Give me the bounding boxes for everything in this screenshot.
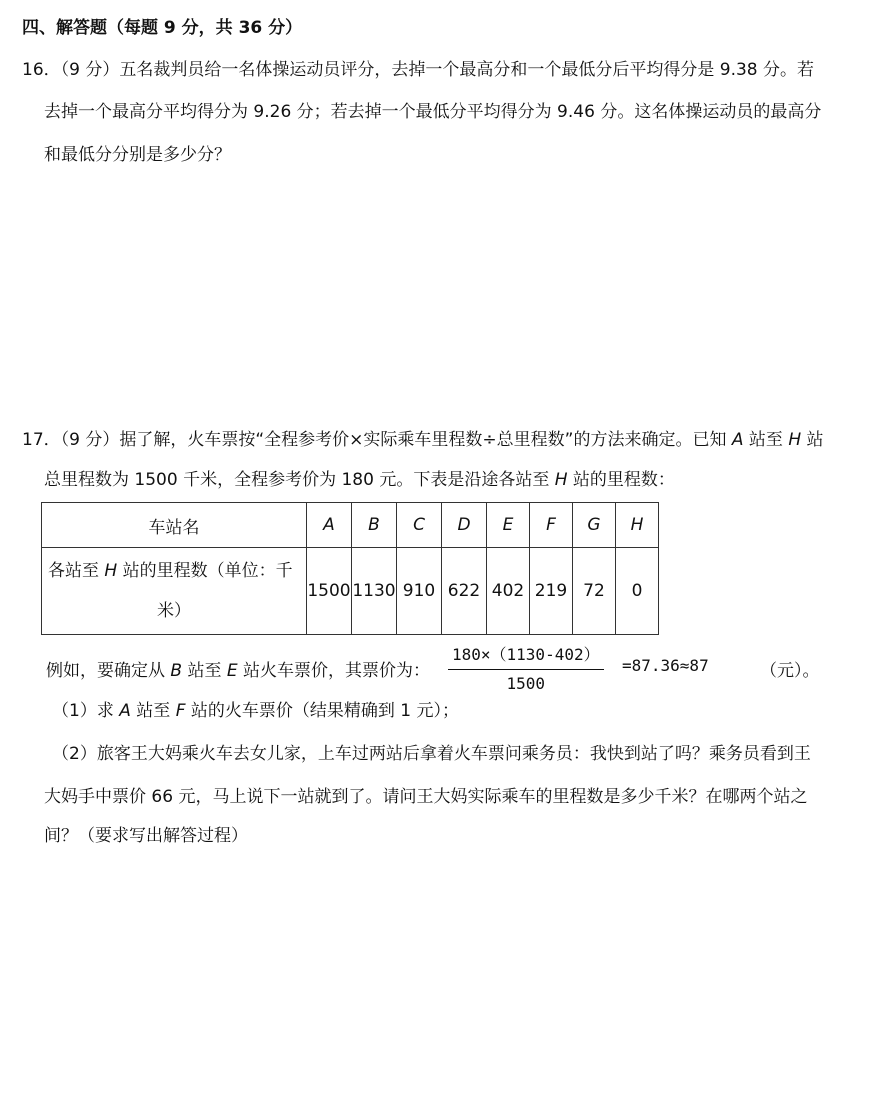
section-title: 四、解答题（每题 9 分，共 36 分） [22,18,303,38]
part1-text: （1）求 [52,701,120,721]
part1-text: 站的火车票价（结果精确到 1 元）； [185,701,459,721]
header-label-cell: 车站名 [42,503,307,548]
row-label-line-1 [42,551,306,591]
row-label-cell [42,548,307,635]
q17-text: 总里程数为 1500 千米，全程参考价为 180 元。下表是沿途各站至 [44,470,555,490]
station-ref-h: H [104,561,118,581]
station-header: F [530,503,573,548]
fraction-denominator: 1500 [506,674,546,693]
distance-cell: 1130 [352,548,397,635]
row-label-line-2: 米） [157,601,191,621]
q17-text: 站 [801,430,824,450]
q17-text: 站的里程数： [567,470,675,490]
example-text: 站火车票价，其票价为： [237,661,431,681]
station-ref-b: B [170,661,183,681]
distance-cell: 402 [487,548,530,635]
distance-cell: 219 [530,548,573,635]
q17-part-2-line-1: （2）旅客王大妈乘火车去女儿家，上车过两站后拿着火车票问乘务员：我快到站了吗？乘务员看到王 [52,744,811,764]
station-header: E [487,503,530,548]
example-text: 例如，要确定从 [46,661,171,681]
station-header: C [397,503,442,548]
station-ref-h: H [788,430,802,450]
example-unit: （元）。 [760,661,820,681]
part1-text: 站至 [130,701,176,721]
station-header: D [442,503,487,548]
table-row [42,548,659,635]
fraction [448,642,604,693]
station-ref-a: A [731,430,744,450]
fraction-bar [448,669,604,670]
q17-line-1 [22,432,824,449]
q16-line-1: 16．（9 分）五名裁判员给一名体操运动员评分，去掉一个最高分和一个最低分后平均得分是 9.38 分。若 [22,60,815,80]
station-ref-h: H [554,470,568,490]
example-result: =87.36≈87 [622,656,709,675]
table-header-row [42,503,659,548]
station-header: B [352,503,397,548]
station-ref-e: E [226,661,238,681]
station-ref-a: A [119,701,131,721]
distance-cell: 622 [442,548,487,635]
q17-part-2-line-3: 间？（要求写出解答过程） [44,826,248,846]
station-header: H [616,503,659,548]
fraction-numerator: 180×（1130-402） [452,645,600,664]
distance-cell: 72 [573,548,616,635]
row-label-text: 各站至 [48,561,105,581]
station-header: G [573,503,616,548]
station-header: A [307,503,352,548]
q17-part-2-line-2: 大妈手中票价 66 元，马上说下一站就到了。请问王大妈实际乘车的里程数是多少千米？在哪两个站之 [44,787,808,807]
distance-cell: 910 [397,548,442,635]
example-lead [46,656,430,681]
q17-text: 17．（9 分）据了解，火车票按“全程参考价×实际乘车里程数÷总里程数”的方法来确定。已知 [22,430,732,450]
distance-cell: 0 [616,548,659,635]
station-ref-f: F [175,701,186,721]
q17-part-1 [52,703,459,720]
q16-line-2: 去掉一个最高分平均得分为 9.26 分；若去掉一个最低分平均得分为 9.46 分。这名体操运动员的最高分 [44,102,822,122]
row-label-text: 站的里程数（单位：千 [117,561,293,581]
q17-line-2 [44,472,675,489]
distance-cell: 1500 [307,548,352,635]
q16-line-3: 和最低分分别是多少分？ [44,145,231,165]
station-distance-table [41,502,659,635]
q17-text: 站至 [743,430,789,450]
example-text: 站至 [182,661,227,681]
